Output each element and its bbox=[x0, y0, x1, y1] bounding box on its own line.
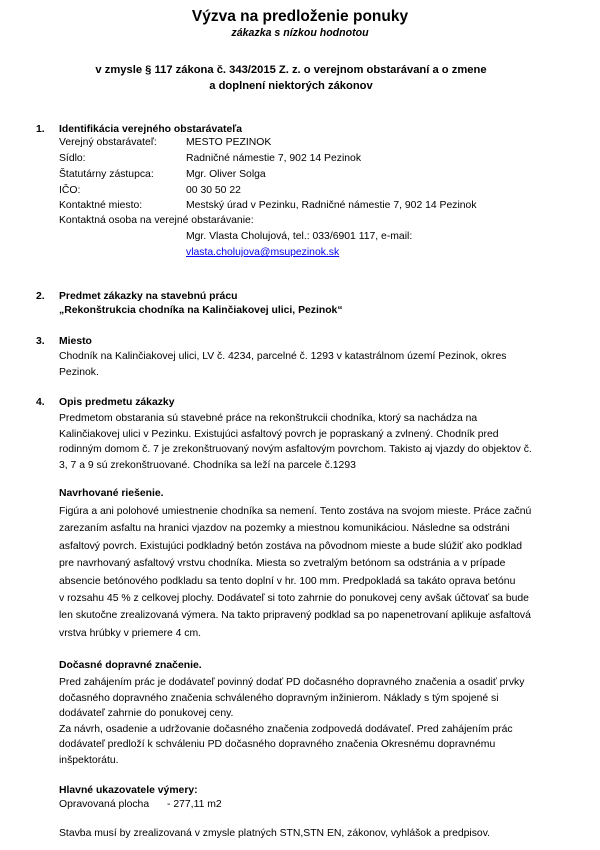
section-2-heading: Predmet zákazky na stavebnú prácu bbox=[59, 291, 238, 302]
ico-label: IČO: bbox=[59, 185, 81, 196]
repaired-area-label: Opravovaná plocha bbox=[59, 799, 150, 810]
statutory-representative-label: Štatutárny zástupca: bbox=[59, 169, 154, 180]
contact-point-label: Kontaktné miesto: bbox=[59, 200, 143, 211]
section-1-number: 1. bbox=[36, 124, 45, 135]
paragraph-line: Figúra a ani polohové umiestnenie chodníka sa nemení. Tento zostáva na svojom mieste. Práce začnú bbox=[59, 506, 532, 517]
paragraph-line: dočasného dopravného značenia schváleného dopravným inžinierom. Náklady s tým spojené si bbox=[59, 692, 499, 704]
paragraph-line: v rozsahu 45 % z celkovej plochy. Dodávateľ si toto zahrnie do ponukovej ceny avšak účtovať sa bude bbox=[59, 593, 529, 605]
repaired-area-value: - 277,11 m2 bbox=[167, 799, 222, 810]
main-indicators-heading: Hlavné ukazovatele výmery: bbox=[59, 785, 198, 796]
section-2-number: 2. bbox=[36, 291, 45, 302]
proposed-solution-heading: Navrhované riešenie. bbox=[59, 488, 164, 499]
contact-email-link[interactable]: vlasta.cholujova@msupezinok.sk bbox=[186, 247, 340, 258]
law-reference-line-2: a doplnení niektorých zákonov bbox=[209, 80, 373, 92]
paragraph-line: Za návrh, osadenie a udržovanie dočasného značenia zodpovedá dodávateľ. Pred zahájením prác bbox=[59, 723, 513, 735]
document-title: Výzva na predloženie ponuky bbox=[191, 8, 409, 25]
law-reference-line-1: v zmysle § 117 zákona č. 343/2015 Z. z. o verejnom obstarávaní a o zmene bbox=[95, 64, 487, 76]
paragraph-line: dodávateľ zahrnie do ponukovej ceny. bbox=[59, 708, 234, 720]
description-intro bbox=[59, 411, 565, 473]
seat-label: Sídlo: bbox=[59, 153, 86, 164]
paragraph-line: dodávateľ predloží k schváleniu PD dočasného dopravného značenia Okresnému dopravnému bbox=[59, 739, 496, 751]
paragraph-line: inšpektorátu. bbox=[59, 754, 119, 766]
paragraph-line: Predmetom obstarania sú stavebné práce na rekonštrukcii chodníka, ktorý sa nachádza na bbox=[59, 413, 478, 424]
contact-point-value: Mestský úrad v Pezinku, Radničné námestie 7, 902 14 Pezinok bbox=[186, 200, 477, 211]
section-1-heading: Identifikácia verejného obstarávateľa bbox=[59, 124, 243, 135]
location-text bbox=[59, 351, 563, 379]
location-line: Pezinok. bbox=[59, 366, 99, 378]
paragraph-line: absencie betónového podkladu sa tento doplní v hr. 100 mm. Predpokladá sa takáto oprava betónu bbox=[59, 575, 516, 587]
section-4-heading: Opis predmetu zákazky bbox=[59, 397, 175, 408]
paragraph-line: asfaltový povrch. Existujúci podkladný betón zostáva na pôvodnom mieste a bude slúžiť ako podklad bbox=[59, 540, 523, 552]
paragraph-line: Kalinčiakovej ulici v Pezinku. Existujúci asfaltový povrch je popraskaný a zvlnený. Chodník pred bbox=[59, 428, 499, 440]
paragraph-line: rodinným domom č. 7 je zrekonštruovaný novým asfaltovým povrchom. Takisto aj vjazdy do objektov č. bbox=[59, 444, 532, 456]
ico-value: 00 30 50 22 bbox=[186, 185, 241, 196]
paragraph-line: vrstva hrúbky v priemere 4 cm. bbox=[59, 627, 202, 639]
seat-value: Radničné námestie 7, 902 14 Pezinok bbox=[186, 153, 362, 164]
paragraph-line: len skutočne zrealizovaná výmera. Na takto pripravený podklad sa po napenetrovaní aplikuje asfaltová bbox=[59, 610, 531, 622]
paragraph-line: 3, 7 a 9 sú zrekonštruované. Chodníka sa leží na parcele č.1293 bbox=[59, 459, 356, 471]
section-3-number: 3. bbox=[36, 336, 45, 347]
location-line: Chodník na Kalinčiakovej ulici, LV č. 4234, parcelné č. 1293 v katastrálnom území Pezinok, okres bbox=[59, 351, 507, 362]
statutory-representative-value: Mgr. Oliver Solga bbox=[186, 169, 266, 180]
contracting-authority-label: Verejný obstarávateľ: bbox=[59, 137, 157, 148]
paragraph-line: zarezaním asfaltu na hranici vjazdov na pozemky a miestnou komunikáciou. Následne sa odstráni bbox=[59, 523, 510, 535]
paragraph-line: pre navrhovaný asfaltový vrstvu chodníka. Miesta so zvetralým betónom sa odstránia a v prípade bbox=[59, 558, 506, 570]
contract-subject: „Rekonštrukcia chodníka na Kalinčiakovej ulici, Pezinok“ bbox=[59, 305, 343, 316]
standards-statement: Stavba musí by zrealizovaná v zmysle platných STN,STN EN, zákonov, vyhlášok a predpisov. bbox=[59, 828, 491, 839]
temporary-signage-text bbox=[59, 675, 565, 769]
section-4-number: 4. bbox=[36, 397, 45, 408]
document-subtitle: zákazka s nízkou hodnotou bbox=[231, 27, 369, 39]
section-3-heading: Miesto bbox=[59, 336, 92, 347]
contracting-authority-value: MESTO PEZINOK bbox=[186, 137, 272, 148]
temporary-signage-heading: Dočasné dopravné značenie. bbox=[59, 660, 202, 671]
contact-person-label: Kontaktná osoba na verejné obstarávanie: bbox=[59, 215, 254, 226]
paragraph-line: Pred zahájením prác je dodávateľ povinný dodať PD dočasného dopravného značenia a osadiť prvky bbox=[59, 677, 525, 688]
proposed-solution-text bbox=[59, 503, 565, 642]
contact-person-value: Mgr. Vlasta Cholujová, tel.: 033/6901 117, e-mail: bbox=[186, 231, 413, 242]
